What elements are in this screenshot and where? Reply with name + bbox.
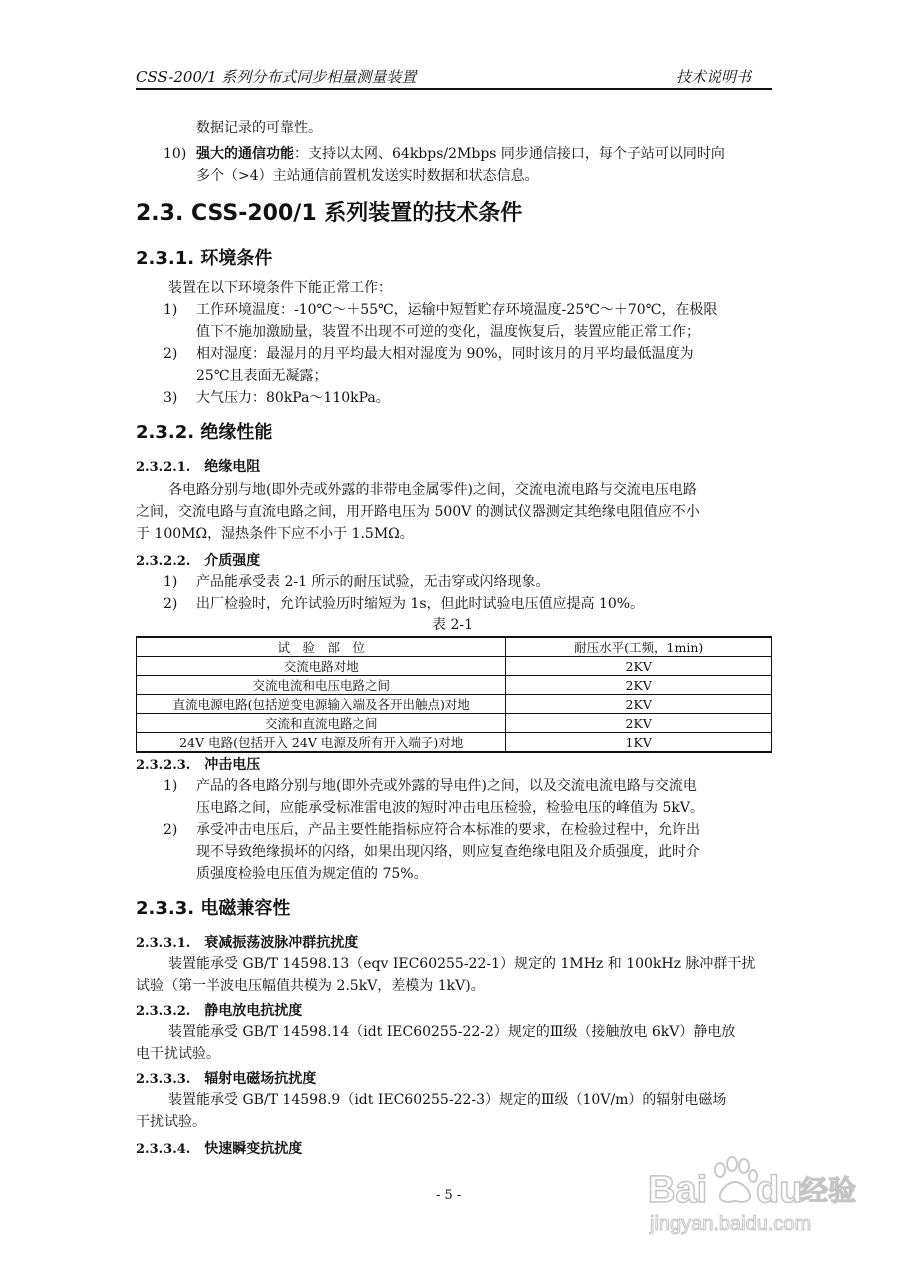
table-row	[137, 714, 772, 733]
subsection-heading	[136, 1138, 302, 1158]
subsection-number: 2.3.2.2.	[136, 554, 191, 569]
subsection-number: 2.3.3.1.	[136, 936, 191, 951]
subsection-title: 绝缘电阻	[204, 459, 261, 475]
baidu-jingyan-watermark	[640, 1140, 870, 1240]
page-number: - 5 -	[436, 1188, 462, 1203]
table-cell: 1KV	[506, 733, 772, 753]
table-row	[137, 657, 772, 676]
paragraph-continuation: 干扰试验。	[136, 1114, 206, 1130]
watermark-brand-suffix: du	[756, 1169, 803, 1211]
list-number: 1)	[163, 302, 178, 318]
table-cell: 交流和直流电路之间	[137, 714, 506, 733]
subsection-number: 2.3.3.2.	[136, 1004, 191, 1019]
section-heading-2-3: 2.3. CSS-200/1 系列装置的技术条件	[136, 201, 523, 226]
list-item-text: 相对湿度：最湿月的月平均最大相对湿度为 90%，同时该月的月平均最低温度为	[196, 346, 694, 362]
section-heading-2-3-3: 2.3.3. 电磁兼容性	[136, 898, 291, 919]
paragraph: 装置能承受 GB/T 14598.14（idt IEC60255-22-2）规定的Ⅲ级（接触放电 6kV）静电放	[168, 1024, 736, 1040]
paragraph-continuation: 于 100MΩ，湿热条件下应不小于 1.5MΩ。	[136, 526, 414, 542]
table-cell: 交流电流和电压电路之间	[137, 676, 506, 695]
section-heading-2-3-2: 2.3.2. 绝缘性能	[136, 422, 273, 443]
paragraph: 装置能承受 GB/T 14598.9（idt IEC60255-22-3）规定的Ⅲ级（10V/m）的辐射电磁场	[168, 1092, 727, 1108]
subsection-number: 2.3.3.3.	[136, 1072, 191, 1087]
paragraph-continuation: 之间，交流电路与直流电路之间，用开路电压为 500V 的测试仪器测定其绝缘电阻值应不小	[136, 504, 700, 520]
subsection-number: 2.3.2.3.	[136, 758, 191, 773]
list-item-text: 出厂检验时，允许试验历时缩短为 1s，但此时试验电压值应提高 10%。	[196, 596, 645, 612]
table-cell: 2KV	[506, 657, 772, 676]
list-item-text: 产品的各电路分别与地(即外壳或外露的导电件)之间，以及交流电流电路与交流电	[196, 778, 697, 794]
subsection-heading	[136, 1068, 316, 1088]
list-number: 3)	[163, 390, 178, 406]
table-header-cell: 耐压水平(工频，1min)	[506, 637, 772, 657]
watermark-brand: Bai	[648, 1169, 708, 1211]
list-item-continuation: 值下不施加激励量，装置不出现不可逆的变化，温度恢复后，装置应能正常工作；	[196, 324, 700, 340]
list-number: 10)	[163, 146, 187, 162]
table-header-row	[137, 637, 772, 657]
subsection-heading	[136, 754, 260, 774]
subsection-title: 快速瞬变抗扰度	[204, 1141, 303, 1157]
list-item-continuation: 质强度检验电压值为规定值的 75%。	[196, 866, 428, 882]
table-cell: 2KV	[506, 714, 772, 733]
paragraph-continuation: 试验（第一半波电压幅值共模为 2.5kV，差模为 1kV)。	[136, 978, 485, 994]
keyword-bold: 强大的通信功能	[196, 146, 294, 162]
table-cell: 交流电路对地	[137, 657, 506, 676]
list-item-rest: ：支持以太网、64kbps/2Mbps 同步通信接口，每个子站可以同时向	[294, 146, 725, 162]
paragraph: 各电路分别与地(即外壳或外露的非带电金属零件)之间，交流电流电路与交流电压电路	[168, 482, 697, 498]
subsection-title: 衰减振荡波脉冲群抗扰度	[204, 935, 359, 951]
list-item-continuation: 压电路之间，应能承受标准雷电波的短时冲击电压检验，检验电压的峰值为 5kV。	[196, 800, 704, 816]
list-number: 2)	[163, 822, 178, 838]
watermark-url: jingyan.baidu.com	[650, 1213, 812, 1235]
list-number: 2)	[163, 346, 178, 362]
table-header-cell: 试 验 部 位	[137, 637, 506, 657]
subsection-title: 静电放电抗扰度	[204, 1003, 303, 1019]
paragraph: 装置能承受 GB/T 14598.13（eqv IEC60255-22-1）规定的 1MHz 和 100kHz 脉冲群干扰	[168, 956, 756, 972]
list-number: 2)	[163, 596, 178, 612]
table-row	[137, 676, 772, 695]
subsection-heading	[136, 550, 260, 570]
subsection-heading	[136, 456, 260, 476]
list-item-continuation: 多个（>4）主站通信前置机发送实时数据和状态信息。	[196, 168, 539, 184]
list-item-text: 大气压力：80kPa～110kPa。	[196, 390, 390, 406]
paragraph-continuation: 电干扰试验。	[136, 1046, 220, 1062]
table-cell: 24V 电路(包括开入 24V 电源及所有开入端子)对地	[137, 733, 506, 753]
subsection-title: 辐射电磁场抗扰度	[204, 1071, 317, 1087]
table-cell: 2KV	[506, 695, 772, 714]
section-heading-2-3-1: 2.3.1. 环境条件	[136, 248, 273, 269]
list-item-text: 工作环境温度：-10℃～＋55℃，运输中短暂贮存环境温度-25℃～＋70℃，在极限	[196, 302, 718, 318]
list-number: 1)	[163, 574, 178, 590]
table-caption: 表 2-1	[432, 617, 473, 633]
list-item-continuation: 25℃且表面无凝露；	[196, 368, 328, 384]
table-cell: 直流电源电路(包括逆变电源输入端及各开出触点)对地	[137, 695, 506, 714]
table-cell: 2KV	[506, 676, 772, 695]
subsection-number: 2.3.2.1.	[136, 460, 191, 475]
header-doc-type: 技术说明书	[676, 68, 752, 86]
paragraph: 装置在以下环境条件下能正常工作：	[168, 280, 392, 296]
intro-line: 数据记录的可靠性。	[196, 120, 322, 136]
list-item-text: 产品能承受表 2-1 所示的耐压试验，无击穿或闪络现象。	[196, 574, 550, 590]
list-number: 1)	[163, 778, 178, 794]
list-item-text	[196, 144, 725, 164]
subsection-title: 介质强度	[204, 553, 261, 569]
withstand-voltage-table	[136, 636, 772, 753]
subsection-number: 2.3.3.4.	[136, 1142, 191, 1157]
table-row	[137, 733, 772, 753]
subsection-heading	[136, 1000, 302, 1020]
header-title: CSS-200/1 系列分布式同步相量测量装置	[136, 68, 417, 86]
subsection-heading	[136, 932, 358, 952]
list-item-continuation: 现不导致绝缘损坏的闪络，如果出现闪络，则应复查绝缘电阻及介质强度，此时介	[196, 844, 700, 860]
table-row	[137, 695, 772, 714]
subsection-title: 冲击电压	[204, 757, 261, 773]
header-rule	[136, 88, 772, 90]
watermark-cn: 经验	[800, 1174, 857, 1207]
list-item-text: 承受冲击电压后，产品主要性能指标应符合本标准的要求，在检验过程中，允许出	[196, 822, 700, 838]
paw-icon	[715, 1157, 757, 1202]
